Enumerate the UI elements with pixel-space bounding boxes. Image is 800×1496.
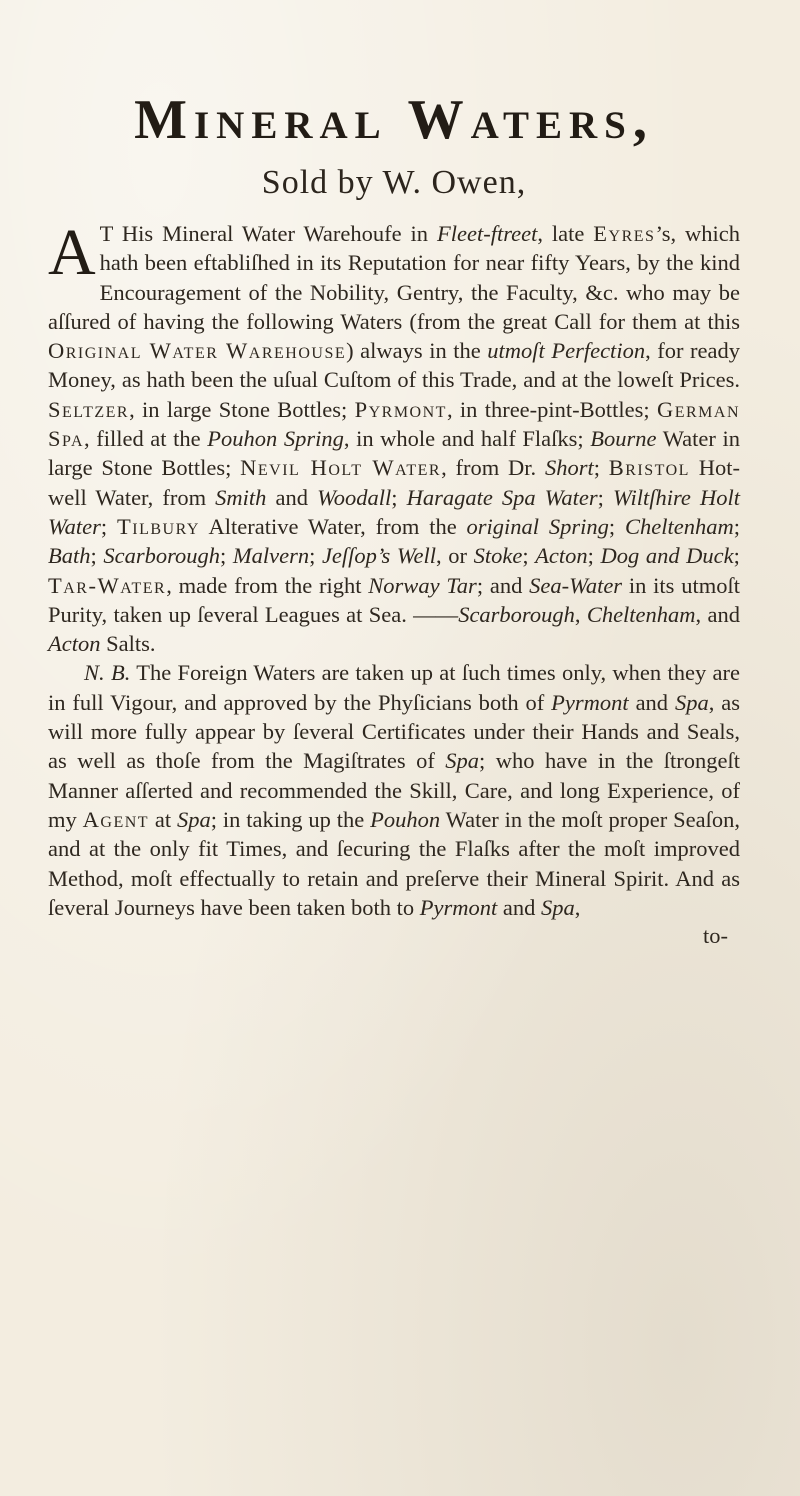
text-run: Pyrmont — [419, 894, 498, 920]
text-run: and — [497, 894, 541, 920]
text-run: , late — [537, 221, 594, 246]
nota-bene-paragraph — [48, 658, 740, 922]
text-run: ; — [90, 543, 104, 569]
page-subtitle: Sold by W. Owen, — [261, 164, 527, 201]
text-run: T His Mineral Water Warehoufe in — [99, 221, 437, 246]
text-run: Scarborough — [103, 543, 221, 569]
text-run: Haragate Spa Water — [406, 484, 598, 510]
text-run: Acton — [48, 631, 101, 657]
text-run: Woodall — [317, 484, 392, 510]
text-run: , in whole and half Flaſks; — [343, 426, 591, 452]
text-run: Tar-Water — [48, 572, 167, 598]
text-run: ; — [391, 484, 407, 510]
text-run: ; — [593, 455, 609, 481]
text-run: Pyrmont — [551, 689, 629, 715]
text-run: Smith — [215, 484, 267, 510]
text-run: Spa — [541, 894, 575, 920]
text-run: Norway Tar — [368, 572, 477, 598]
text-run: ) always in the — [346, 338, 488, 364]
text-run: Wiltſhire Holt Water — [48, 484, 740, 539]
text-run: Cheltenham — [586, 601, 696, 627]
text-run: Agent — [82, 806, 150, 832]
text-run: Dog and Duck — [600, 543, 734, 569]
text-run: and — [628, 689, 675, 715]
text-run: ; — [608, 513, 625, 539]
text-run: Stoke — [473, 543, 523, 569]
text-run: Alterative Water, from the — [199, 513, 467, 539]
text-run: Acton — [535, 543, 588, 569]
text-run: , in three-pint-Bottles; — [446, 396, 657, 422]
page-title: Mineral Waters, — [134, 89, 654, 151]
text-run: Water in large Stone Bottles; — [48, 426, 740, 481]
text-run: ; — [100, 513, 118, 539]
text-run: N. B. — [84, 660, 131, 686]
text-run: Salts. — [100, 631, 156, 657]
text-run: Nevil Holt Water — [240, 455, 442, 481]
text-run: ; — [733, 543, 740, 569]
text-run: , in large Stone Bottles; — [129, 396, 355, 422]
text-run: Water in the moſt proper Seaſon, and at the only fit Times, and ſecuring the Flaſks after the moſt improved Method, moſt effectually to retain and preſerve their Mineral Spirit. And as ſeveral Journeys have been taken both to — [48, 806, 741, 920]
text-run: Pyrmont — [354, 396, 447, 422]
text-run: , — [574, 601, 587, 627]
text-run: Seltzer — [48, 396, 130, 422]
text-run: Tilbury — [117, 513, 200, 539]
text-run: Sea-Water — [529, 572, 623, 598]
text-run: Scarborough — [458, 601, 575, 627]
text-run: , as will more fully appear by ſeveral Certificates under their Hands and Seals, as well as thoſe from the Magiſtrates of — [48, 689, 740, 774]
text-run: Original Water Warehouse — [48, 338, 347, 364]
text-run: , and — [695, 601, 740, 627]
catchword: to- — [703, 923, 728, 949]
text-run: Pouhon — [370, 806, 441, 832]
text-run: and — [266, 484, 318, 510]
text-run: , — [574, 894, 581, 920]
text-run: ; — [220, 543, 233, 569]
text-run: , made from the right — [166, 572, 369, 598]
text-run: Spa — [445, 748, 480, 774]
text-run: ; who have in the ſtrongeſt Manner aſſerted and recommended the Skill, Care, and long Experience, of my — [48, 748, 740, 832]
main-paragraph — [48, 216, 741, 658]
text-run: utmoſt Perfection — [487, 338, 646, 364]
text-run: Pouhon Spring — [207, 426, 344, 452]
text-run: Eyres — [593, 221, 656, 246]
text-run: , or — [436, 543, 474, 569]
text-run: Jeſſop’s Well — [321, 543, 437, 569]
advertisement-body — [48, 216, 741, 950]
text-run: The Foreign Waters are taken up at ſuch times only, when they are in full Vigour, and approved by the Phyſicians both of — [48, 660, 740, 715]
text-run: ’s, which hath been eftabliſhed in its Reputation for near fifty Years, by the kind Encouragement of the Nobility, Gentry, the Faculty, &c. who may be aſſured of having the following Waters (from the great Call for them at this — [48, 221, 740, 334]
text-run: Spa — [177, 806, 211, 832]
text-run: ; — [733, 513, 740, 539]
text-run: at — [149, 806, 178, 832]
text-run: , filled at the — [84, 426, 208, 452]
text-run: Hot-well Water, from — [48, 455, 740, 510]
text-run: German Spa — [48, 396, 740, 452]
text-run: Spa — [674, 689, 709, 715]
text-run: , from Dr. — [441, 455, 545, 481]
text-run: Bath — [48, 543, 91, 569]
text-run: ; — [309, 543, 322, 569]
text-run: ; and — [476, 572, 530, 598]
text-run: ; — [597, 484, 613, 510]
text-run: original Spring — [466, 513, 609, 539]
text-run: ; — [587, 543, 601, 569]
drop-cap: A — [48, 216, 96, 289]
text-run: Cheltenham — [624, 513, 734, 539]
text-run: , for ready Money, as hath been the uſual Cuſtom of this Trade, and at the loweſt Prices. — [48, 338, 741, 393]
text-run: Bristol — [608, 455, 690, 481]
text-run: Bourne — [590, 426, 657, 452]
text-run: Fleet-ftreet — [436, 221, 538, 246]
text-run: in its utmoſt Purity, taken up ſeveral Leagues at Sea. —— — [48, 572, 740, 627]
text-run: ; in taking up the — [210, 806, 371, 832]
text-run: ; — [522, 543, 536, 569]
text-run: Short — [544, 455, 594, 481]
text-run: Malvern — [232, 543, 310, 569]
